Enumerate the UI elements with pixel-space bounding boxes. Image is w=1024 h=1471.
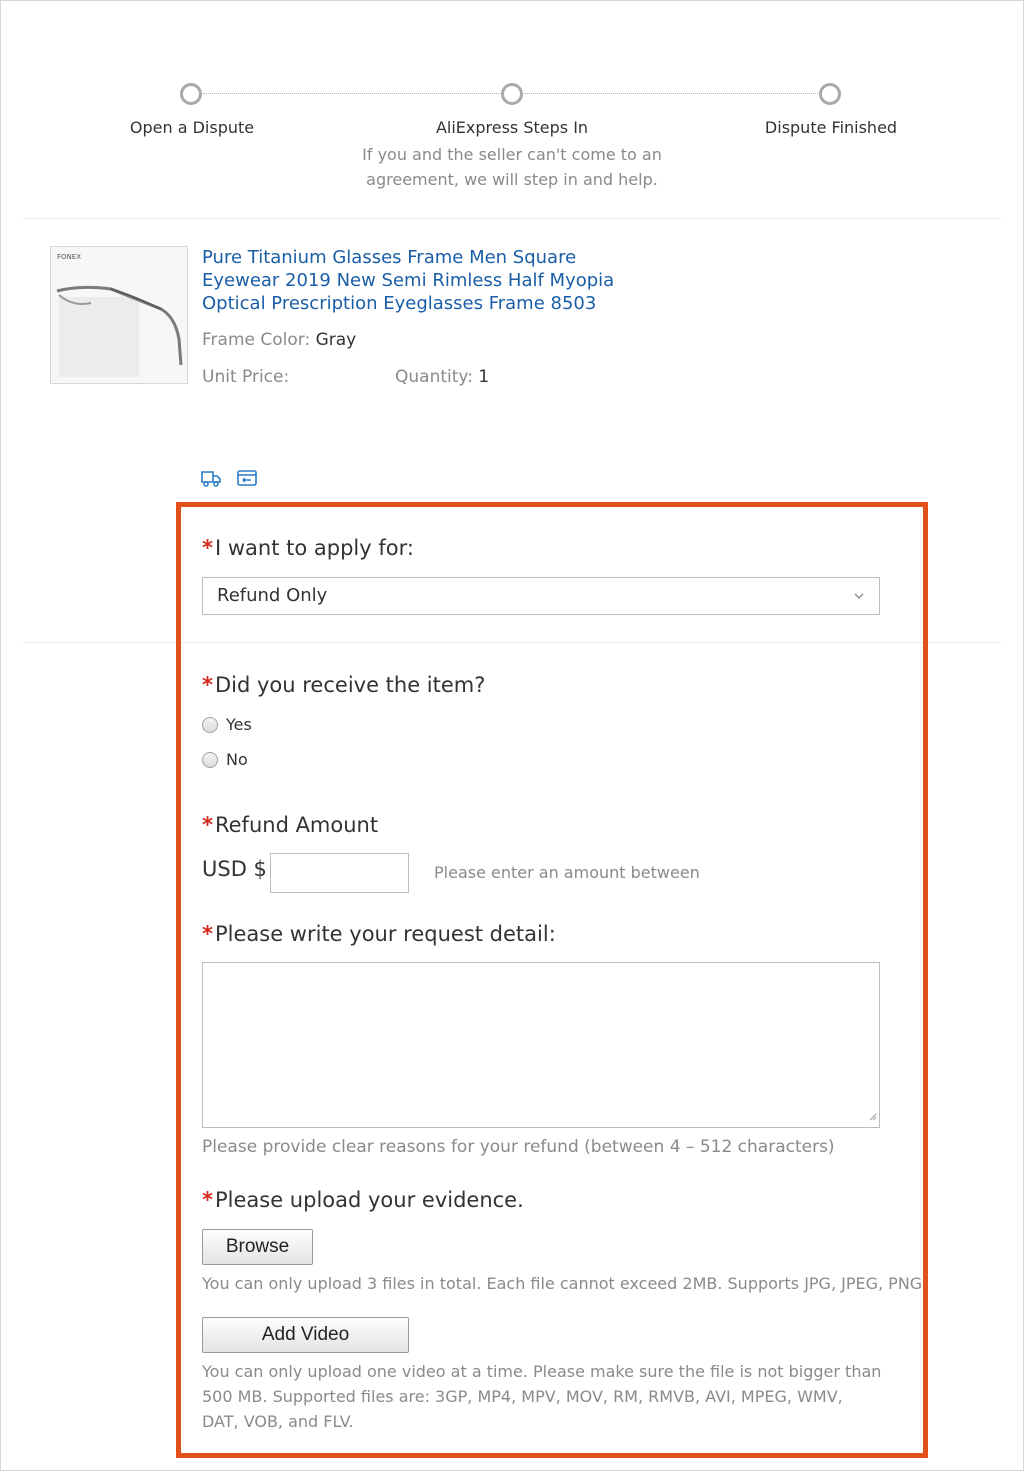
apply-for-label: *I want to apply for:: [202, 536, 414, 560]
quantity-value: 1: [478, 367, 490, 387]
step-circle-icon: [180, 83, 202, 105]
radio-yes[interactable]: [202, 715, 252, 734]
apply-for-select[interactable]: [202, 577, 880, 615]
step-circle-icon: [501, 83, 523, 105]
apply-for-value: Refund Only: [217, 585, 328, 606]
resize-grip-icon[interactable]: [867, 1106, 877, 1125]
product-title-link[interactable]: Pure Titanium Glasses Frame Men Square Eyewear 2019 New Semi Rimless Half Myopia Optical Prescription Eyeglasses Frame 8503: [202, 247, 615, 314]
product-thumbnail[interactable]: [50, 246, 188, 384]
radio-button-icon[interactable]: [202, 752, 218, 768]
video-hint: You can only upload one video at a time. Please make sure the file is not bigger than 500 MB. Supported files are: 3GP, MP4, MPV, MOV, RM, RMVB, AVI, MPEG, WMV, DAT, VOB, and FLV.: [202, 1362, 882, 1431]
frame-color-label: Frame Color:: [202, 330, 311, 350]
step-description: If you and the seller can't come to an agreement, we will step in and help.: [362, 145, 662, 189]
required-mark: *: [202, 536, 213, 560]
required-mark: *: [202, 1188, 213, 1212]
radio-button-icon[interactable]: [202, 717, 218, 733]
chevron-down-icon: [853, 586, 865, 607]
browse-button[interactable]: Browse: [202, 1229, 313, 1265]
step-circle-icon: [819, 83, 841, 105]
frame-color-value: Gray: [315, 330, 357, 350]
step-open-dispute: Open a Dispute: [129, 118, 255, 137]
required-mark: *: [202, 673, 213, 697]
add-video-button[interactable]: Add Video: [202, 1317, 409, 1353]
required-mark: *: [202, 922, 213, 946]
radio-no[interactable]: [202, 750, 248, 769]
upload-evidence-label: *Please upload your evidence.: [202, 1188, 524, 1212]
order-icons: [200, 468, 258, 488]
svg-text:FONEX: FONEX: [57, 253, 81, 261]
receive-item-label: *Did you receive the item?: [202, 673, 486, 697]
refund-amount-label: *Refund Amount: [202, 813, 379, 837]
refund-amount-input[interactable]: [270, 853, 409, 893]
currency-label: USD $: [202, 857, 267, 881]
request-detail-hint: Please provide clear reasons for your refund (between 4 – 512 characters): [202, 1137, 835, 1157]
step-dispute-finished: Dispute Finished: [764, 118, 898, 137]
amount-hint: Please enter an amount between: [434, 863, 700, 882]
required-mark: *: [202, 813, 213, 837]
request-detail-label: *Please write your request detail:: [202, 922, 556, 946]
dispute-progress: [0, 82, 1024, 202]
quantity-label: Quantity:: [395, 367, 473, 387]
frame-color: [202, 330, 356, 350]
unit-price-label: Unit Price:: [202, 367, 290, 387]
step-connector: [203, 93, 501, 94]
return-box-icon[interactable]: [236, 468, 258, 488]
step-connector: [524, 93, 818, 94]
radio-yes-label: Yes: [226, 715, 252, 734]
shipping-truck-icon[interactable]: [200, 468, 222, 488]
request-detail-textarea[interactable]: [202, 962, 880, 1128]
step-aliexpress-steps-in: AliExpress Steps In: [435, 118, 589, 137]
browse-hint: You can only upload 3 files in total. Each file cannot exceed 2MB. Supports JPG, JPEG, PNG: [202, 1274, 923, 1293]
divider: [22, 218, 1002, 219]
radio-no-label: No: [226, 750, 248, 769]
quantity: [395, 367, 489, 387]
